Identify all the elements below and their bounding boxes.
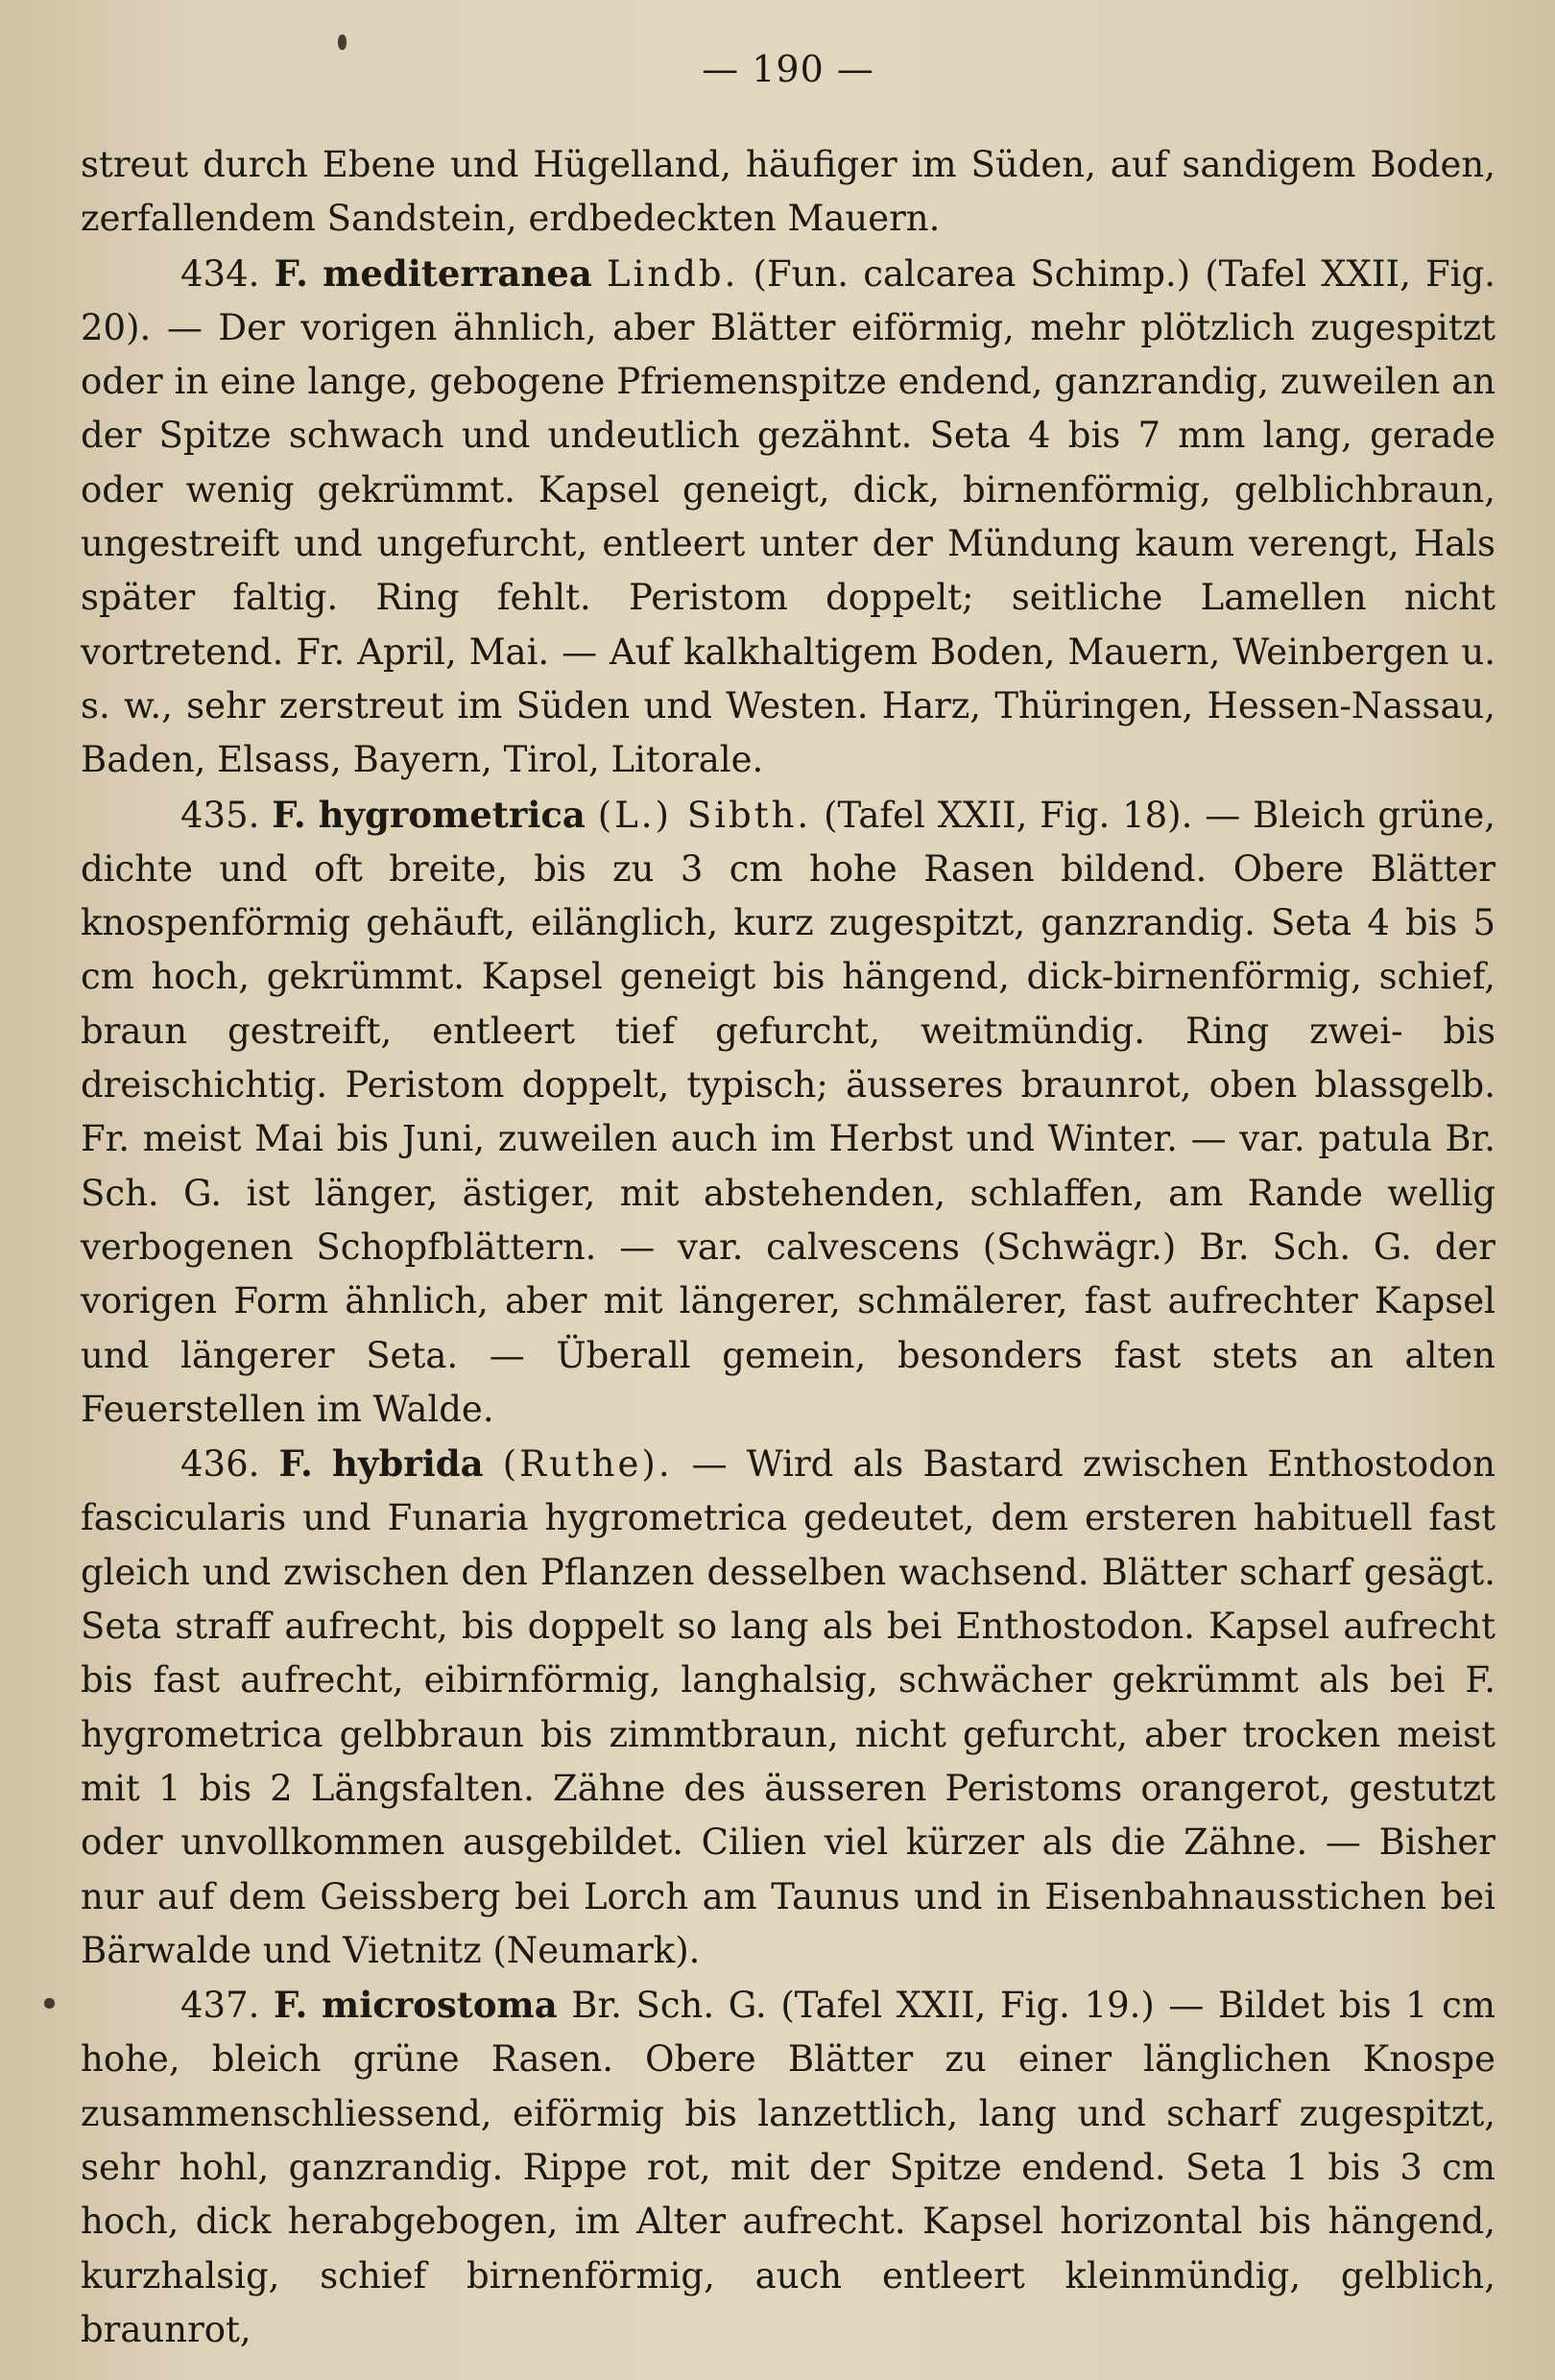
entry-number: 435. (180, 794, 260, 836)
ink-blot-top (338, 35, 347, 50)
entry-435 (81, 788, 1495, 1438)
species-name: mediterranea (323, 251, 592, 295)
entry-description: — Wird als Bastard zwischen Enthostodon fascicularis und Funaria hygrometrica gedeutet, dem ersteren habituell fast gleich und zwischen den Pflanzen desselben wachsend. Blätter scharf gesägt. Seta straff aufrecht, bis doppelt so lang als bei Enthostodon. Kapsel aufrecht bis fast aufrecht, eibirnförmig, langhalsig, schwächer gekrümmt als bei F. hygrometrica gelbbraun bis zimmtbraun, nicht gefurcht, aber trocken meist mit 1 bis 2 Längsfalten. Zähne des äusseren Peristoms orangerot, gestutzt oder unvollkommen ausgebildet. Cilien viel kürzer als die Zähne. — Bisher nur auf dem Geissberg bei Lorch am Taunus und in Eisenbahnausstichen bei Bärwalde und Vietnitz (Neumark). (81, 1443, 1495, 1971)
genus-abbrev: F. (274, 1984, 308, 2027)
entry-description: (Tafel XXII, Fig. 19.) — Bildet bis 1 cm hohe, bleich grüne Rasen. Obere Blätter zu einer länglichen Knospe zusammenschliessend, eiförmig bis lanzettlich, lang und scharf zugespitzt, sehr hohl, ganzrandig. Rippe rot, mit der Spitze endend. Seta 1 bis 3 cm hoch, dick herabgebogen, im Alter aufrecht. Kapsel horizontal bis hängend, kurzhalsig, schief birnenförmig, auch entleert kleinmündig, gelblich, braunrot, (81, 1985, 1495, 2350)
ink-blot-left (44, 1998, 55, 2009)
body-text (81, 138, 1495, 2357)
entry-number: 437. (180, 1985, 260, 2027)
species-name: microstoma (322, 1984, 558, 2027)
entry-number: 434. (180, 252, 260, 295)
entry-description: (Fun. calcarea Schimp.) (Tafel XXII, Fig. 20). — Der vorigen ähnlich, aber Blätter eiförmig, mehr plötzlich zugespitzt oder in eine lange, gebogene Pfriemenspitze endend, ganzrandig, zuweilen an der Spitze schwach und undeutlich gezähnt. Seta 4 bis 7 mm lang, gerade oder wenig gekrümmt. Kapsel geneigt, dick, birnenförmig, gelblichbraun, ungestreift und ungefurcht, entleert unter der Mündung kaum verengt, Hals später faltig. Ring fehlt. Peristom doppelt; seitliche Lamellen nicht vortretend. Fr. April, Mai. — Auf kalkhaltigem Boden, Mauern, Weinbergen u. s. w., sehr zerstreut im Süden und Westen. Harz, Thüringen, Hessen-Nassau, Baden, Elsass, Bayern, Tirol, Litorale. (81, 252, 1495, 781)
entry-number: 436. (180, 1443, 260, 1486)
page-number-header: — 190 — (702, 48, 874, 90)
species-name: hybrida (331, 1442, 484, 1486)
author-name: (Ruthe). (502, 1443, 673, 1486)
entry-description: (Tafel XXII, Fig. 18). — Bleich grüne, dichte und oft breite, bis zu 3 cm hohe Rasen bildend. Obere Blätter knospenförmig gehäuft, eilänglich, kurz zugespitzt, ganzrandig. Seta 4 bis 5 cm hoch, gekrümmt. Kapsel geneigt bis hängend, dick-birnenförmig, schief, braun gestreift, entleert tief gefurcht, weitmündig. Ring zwei- bis dreischichtig. Peristom doppelt, typisch; äusseres braunrot, oben blassgelb. Fr. meist Mai bis Juni, zuweilen auch im Herbst und Winter. — var. patula Br. Sch. G. ist länger, ästiger, mit abstehenden, schlaffen, am Rande wellig verbogenen Schopfblättern. — var. calvescens (Schwägr.) Br. Sch. G. der vorigen Form ähnlich, aber mit längerer, schmälerer, fast aufrechter Kapsel und längerer Seta. — Überall gemein, besonders fast stets an alten Feuerstellen im Walde. (81, 794, 1496, 1430)
author-name: Lindb. (606, 252, 739, 295)
genus-abbrev: F. (272, 793, 306, 836)
genus-abbrev: F. (278, 1442, 313, 1486)
author-name: Br. Sch. G. (571, 1985, 767, 2027)
author-name: (L.) Sibth. (597, 794, 812, 836)
genus-abbrev: F. (274, 251, 308, 295)
entry-436 (81, 1437, 1495, 1978)
species-name: hygrometrica (318, 793, 586, 836)
continuation-paragraph: streut durch Ebene und Hügelland, häufiger im Süden, auf sandigem Boden, zerfallendem Sandstein, erdbedeckten Mauern. (81, 144, 1495, 240)
entry-437 (81, 1978, 1495, 2357)
entry-434 (81, 247, 1495, 788)
